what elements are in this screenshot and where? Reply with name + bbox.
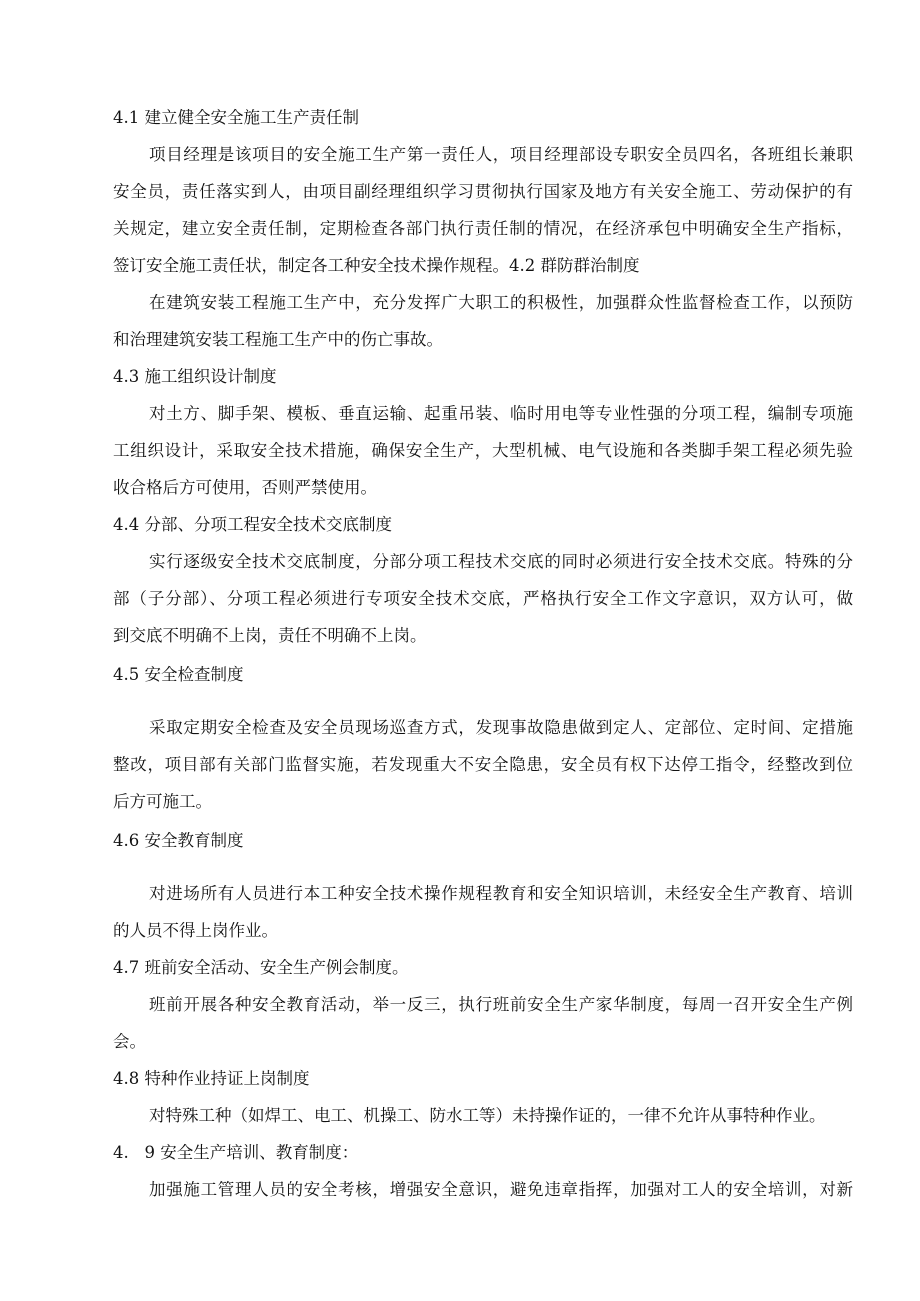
section-heading-4-4: 4.4 分部、分项工程安全技术交底制度 bbox=[113, 515, 392, 534]
paragraph-line: 加强施工管理人员的安全考核，增强安全意识，避免违章指挥，加强对工人的安全培训，对新 bbox=[149, 1180, 853, 1199]
paragraph-line: 签订安全施工责任状，制定各工种安全技术操作规程。4.2 群防群治制度 bbox=[113, 256, 640, 275]
paragraph-line: 班前开展各种安全教育活动，举一反三，执行班前安全生产家华制度，每周一召开安全生产例 bbox=[149, 995, 853, 1014]
paragraph-line: 安全员，责任落实到人，由项目副经理组织学习贯彻执行国家及地方有关安全施工、劳动保护的有 bbox=[113, 182, 853, 201]
section-heading-4-5: 4.5 安全检查制度 bbox=[113, 665, 244, 684]
paragraph-line: 会。 bbox=[113, 1032, 146, 1051]
paragraph-line: 和治理建筑安装工程施工生产中的伤亡事故。 bbox=[113, 330, 443, 349]
paragraph-line: 对特殊工种（如焊工、电工、机操工、防水工等）未持操作证的，一律不允许从事特种作业。 bbox=[149, 1106, 826, 1125]
paragraph-line: 在建筑安装工程施工生产中，充分发挥广大职工的积极性，加强群众性监督检查工作，以预防 bbox=[149, 293, 853, 312]
paragraph-line: 整改，项目部有关部门监督实施，若发现重大不安全隐患，安全员有权下达停工指令，经整改到位 bbox=[113, 755, 853, 774]
paragraph-line: 实行逐级安全技术交底制度，分部分项工程技术交底的同时必须进行安全技术交底。特殊的分 bbox=[149, 552, 853, 571]
paragraph-line: 收合格后方可使用，否则严禁使用。 bbox=[113, 478, 377, 497]
section-heading-4-3: 4.3 施工组织设计制度 bbox=[113, 367, 277, 386]
paragraph-line: 对进场所有人员进行本工种安全技术操作规程教育和安全知识培训，未经安全生产教育、培训 bbox=[149, 884, 853, 903]
paragraph-line: 部（子分部）、分项工程必须进行专项安全技术交底，严格执行安全工作文字意识，双方认可，做 bbox=[113, 589, 853, 608]
section-heading-4-7: 4.7 班前安全活动、安全生产例会制度。 bbox=[113, 958, 409, 977]
section-heading-4-8: 4.8 特种作业持证上岗制度 bbox=[113, 1069, 310, 1088]
paragraph-line: 的人员不得上岗作业。 bbox=[113, 921, 278, 940]
section-heading-4-6: 4.6 安全教育制度 bbox=[113, 831, 244, 850]
paragraph-line: 关规定，建立安全责任制，定期检查各部门执行责任制的情况，在经济承包中明确安全生产指标， bbox=[113, 219, 853, 238]
section-heading-4-1: 4.1 建立健全安全施工生产责任制 bbox=[113, 108, 359, 127]
section-heading-4-9: 4. 9 安全生产培训、教育制度： bbox=[113, 1143, 359, 1162]
paragraph-line: 项目经理是该项目的安全施工生产第一责任人，项目经理部设专职安全员四名，各班组长兼职 bbox=[149, 145, 853, 164]
paragraph-line: 后方可施工。 bbox=[113, 792, 212, 811]
paragraph-line: 工组织设计，采取安全技术措施，确保安全生产，大型机械、电气设施和各类脚手架工程必须先验 bbox=[113, 441, 853, 460]
paragraph-line: 对土方、脚手架、模板、垂直运输、起重吊装、临时用电等专业性强的分项工程，编制专项施 bbox=[149, 404, 853, 423]
paragraph-line: 采取定期安全检查及安全员现场巡查方式，发现事故隐患做到定人、定部位、定时间、定措施 bbox=[149, 718, 853, 737]
paragraph-line: 到交底不明确不上岗，责任不明确不上岗。 bbox=[113, 626, 427, 645]
